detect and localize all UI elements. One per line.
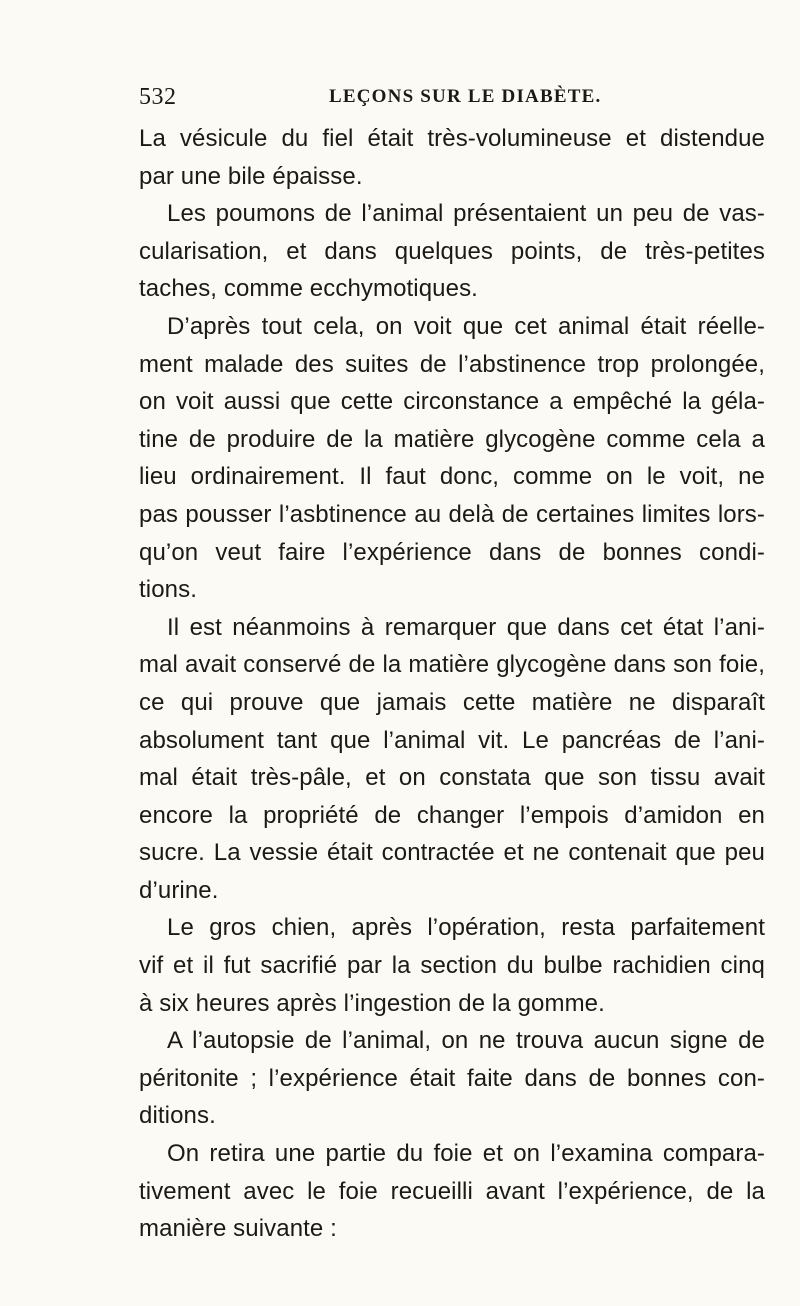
text-line: tions. [139, 576, 197, 604]
text-line: à six heures après l’ingestion de la gomme. [139, 989, 605, 1017]
text-line: cularisation, et dans quelques points, de très-petites [139, 237, 765, 265]
text-line: qu’on veut faire l’expérience dans de bonnes condi- [139, 538, 765, 566]
text-line: On retira une partie du foie et on l’examina compara- [167, 1140, 765, 1168]
text-line: péritonite ; l’expérience était faite dans de bonnes con- [139, 1064, 765, 1092]
text-line: Il est néanmoins à remarquer que dans cet état l’ani- [167, 613, 765, 641]
text-line: lieu ordinairement. Il faut donc, comme on le voit, ne [139, 463, 765, 491]
text-line: mal était très-pâle, et on constata que son tissu avait [139, 764, 765, 792]
text-line: pas pousser l’asbtinence au delà de certaines limites lors- [139, 500, 765, 528]
text-line: d’urine. [139, 876, 219, 904]
text-line: manière suivante : [139, 1215, 337, 1243]
text-line: tivement avec le foie recueilli avant l’expérience, de la [139, 1177, 765, 1205]
running-head: LEÇONS SUR LE DIABÈTE. [329, 86, 602, 107]
text-line: on voit aussi que cette circonstance a empêché la géla- [139, 388, 765, 416]
text-line: D’après tout cela, on voit que cet animal était réelle- [167, 312, 765, 340]
text-line: par une bile épaisse. [139, 162, 363, 190]
text-line: Les poumons de l’animal présentaient un peu de vas- [167, 200, 765, 228]
text-line: sucre. La vessie était contractée et ne contenait que peu [139, 839, 765, 867]
text-line: ment malade des suites de l’abstinence trop prolongée, [139, 350, 765, 378]
text-line: La vésicule du fiel était très-volumineuse et distendue [139, 125, 765, 152]
text-line: ce qui prouve que jamais cette matière ne disparaît [139, 688, 765, 716]
text-line: Le gros chien, après l’opération, resta parfaitement [167, 914, 765, 942]
text-line: encore la propriété de changer l’empois d’amidon en [139, 801, 765, 829]
text-line: ditions. [139, 1102, 216, 1130]
text-line: vif et il fut sacrifié par la section du bulbe rachidien cinq [139, 952, 765, 980]
text-line: A l’autopsie de l’animal, on ne trouva aucun signe de [167, 1027, 765, 1055]
text-line: absolument tant que l’animal vit. Le pancréas de l’ani- [139, 726, 765, 754]
text-line: taches, comme ecchymotiques. [139, 275, 478, 303]
body-text [139, 120, 765, 1248]
page-header [139, 82, 659, 112]
text-line: mal avait conservé de la matière glycogène dans son foie, [139, 651, 765, 679]
text-line: tine de produire de la matière glycogène comme cela a [139, 425, 765, 453]
page-number: 532 [139, 84, 177, 110]
